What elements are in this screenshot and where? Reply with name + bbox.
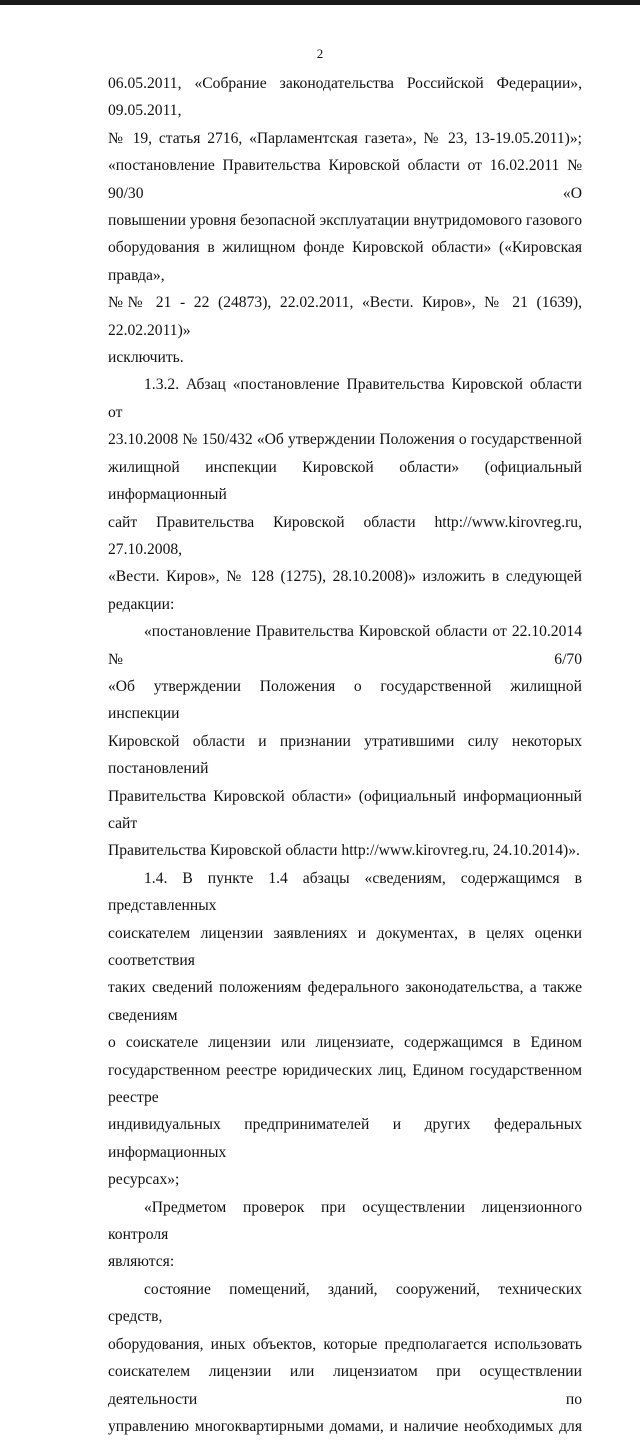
text-line: 1.4. В пункте 1.4 абзацы «сведениям, содержащимся в представленных [108,869,582,915]
paragraph-inspection-subject [108,1194,582,1276]
text-line: 1.3.2. Абзац «постановление Правительства Кировской области от [108,376,582,421]
text-line: исключить. [108,349,184,367]
text-line: № 19, статья 2716, «Парламентская газета», № 23, 13-19.05.2011)»; [108,129,582,147]
paragraph-1-3-2 [108,371,582,618]
text-line: управлению многоквартирными домами, и наличие необходимых для [108,1417,582,1435]
page-number: 2 [316,46,324,61]
text-line: «Об утверждении Положения о государственной жилищной инспекции [108,677,582,723]
text-line: 06.05.2011, «Собрание законодательства Российской Федерации», 09.05.2011, [108,75,582,120]
text-line: о соискателе лицензии или лицензиате, содержащимся в Едином [108,1034,582,1052]
text-line: «Предметом проверок при осуществлении лицензионного контроля [108,1198,582,1244]
text-line: «постановление Правительства Кировской области от 16.02.2011 № 90/30 «О [108,157,582,202]
text-line: состояние помещений, зданий, сооружений, технических средств, [108,1280,582,1326]
text-line: «Вести. Киров», № 128 (1275), 28.10.2008)» изложить в следующей редакции: [108,568,582,613]
text-line: сайт Правительства Кировской области http://www.kirovreg.ru, 27.10.2008, [108,513,582,558]
text-line: оборудования, иных объектов, которые предполагается использовать [108,1335,582,1353]
text-line: являются: [108,1253,175,1271]
text-line: 23.10.2008 № 150/432 «Об утверждении Положения о государственной [108,431,582,449]
paragraph-continuation [108,70,582,371]
text-line: соискателем лицензии или лицензиатом при осуществлении деятельности по [108,1363,582,1408]
text-line: Кировской области и признании утратившими силу некоторых постановлений [108,732,582,778]
text-line: «постановление Правительства Кировской области от 22.10.2014 № 6/70 [108,623,582,668]
paragraph-premises-state [108,1276,582,1440]
text-line: №№ 21 - 22 (24873), 22.02.2011, «Вести. Киров», № 21 (1639), 22.02.2011)» [108,294,582,339]
document-body [108,70,582,1440]
paragraph-new-wording [108,618,582,865]
text-line: Правительства Кировской области http://www.kirovreg.ru, 24.10.2014)». [108,842,580,860]
text-line: Правительства Кировской области» (официальный информационный сайт [108,787,582,832]
text-line: таких сведений положениям федерального законодательства, а также сведениям [108,979,582,1024]
text-line: ресурсах»; [108,1171,180,1189]
top-border-line [0,0,640,5]
text-line: соискателем лицензии заявлениях и документах, в целях оценки соответствия [108,924,582,969]
paragraph-1-4 [108,865,582,1194]
text-line: жилищной инспекции Кировской области» (официальный информационный [108,458,582,504]
text-line: индивидуальных предпринимателей и других федеральных информационных [108,1116,582,1161]
text-line: повышении уровня безопасной эксплуатации внутридомового газового [108,212,582,230]
text-line: оборудования в жилищном фонде Кировской области» («Кировская правда», [108,239,582,284]
text-line: государственном реестре юридических лиц, Едином государственном реестре [108,1061,582,1107]
